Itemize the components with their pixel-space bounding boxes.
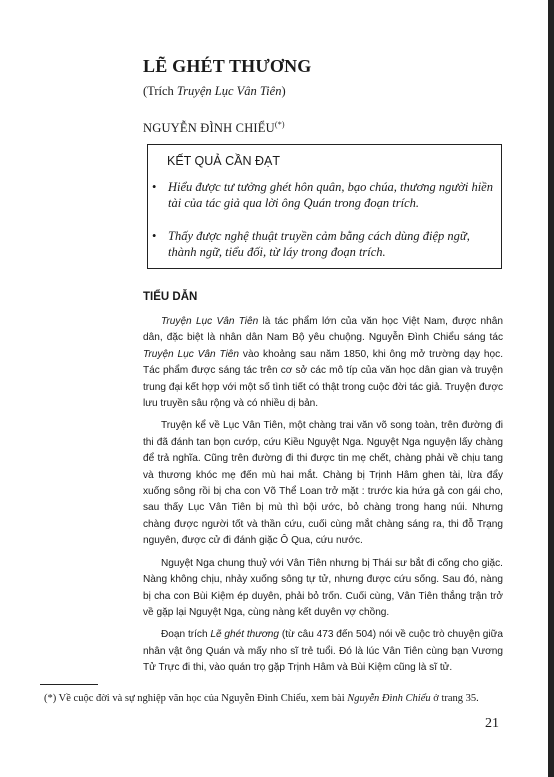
work-title-em: Truyện Lục Vân Tiên: [161, 316, 259, 327]
subtitle-work: Truyện Lục Vân Tiên: [176, 84, 282, 98]
author-footnote-mark: (*): [274, 120, 285, 129]
objectives-heading: KẾT QUẢ CẦN ĐẠT: [167, 154, 280, 168]
footnote-text: ở trang 35.: [430, 693, 479, 704]
footnote-text: Về cuộc đời và sự nghiệp văn học của Nguyễn Đình Chiểu, xem bài: [56, 693, 348, 704]
paragraph-text: vào khoảng sau năm 1850, khi ông mở trường dạy học. Tác phẩm được sáng tác trên cơ sở các mô típ của văn học dân gian và truyện trung đại kết hợp với một số tình tiết có thật trong cuộc đời tác giả. Truyện được lưu truyền sâu rộng và có nhiều dị bản.: [143, 348, 503, 410]
intro-heading: TIỂU DẪN: [143, 291, 198, 303]
paragraph-text: Đoạn trích: [161, 629, 211, 641]
objectives-box: [147, 144, 502, 269]
lesson-subtitle: [143, 84, 286, 99]
bullet-icon: •: [152, 180, 157, 194]
lesson-title: LẼ GHÉT THƯƠNG: [143, 56, 312, 76]
author-name: [143, 120, 285, 136]
work-title-em: Truyện Lục Vân Tiên: [143, 348, 240, 360]
footnote: [44, 693, 479, 704]
intro-paragraph-4: [143, 627, 503, 676]
page-edge-shadow: [548, 0, 554, 777]
intro-paragraph-2: Truyện kể về Lục Vân Tiên, một chàng trai văn võ song toàn, trên đường đi thi đã đánh tan bọn cướp, cứu Kiều Nguyệt Nga. Nguyệt Nga nguyện lấy chàng để trả nghĩa. Cũng trên đường đi thi được tin mẹ chết, chàng phải về chịu tang và thương khóc mẹ đến mù hai mắt. Chàng bị Trịnh Hâm ghen tài, lừa đẩy xuống sông rồi bị cha con Võ Thể Loan trở mặt : trước kia hứa gả con gái cho, sau thấy Lục Vân Tiên bị mù thì bội ước, bỏ chàng trong hang núi. Nhưng chàng được người tốt và thần cứu, cuối cùng mắt chàng sáng ra, thi đỗ Trạng nguyên, được cử đi đánh giặc Ô Qua, cứu nước.: [143, 420, 503, 547]
page-number: 21: [485, 716, 499, 731]
footnote-divider: [40, 684, 98, 685]
bullet-icon: •: [152, 229, 157, 243]
footnote-mark: (*): [44, 693, 57, 704]
author-text: NGUYỄN ĐÌNH CHIỂU: [143, 121, 275, 136]
objective-text: Thấy được nghệ thuật truyền cảm bằng cách dùng điệp ngữ, thành ngữ, tiểu đối, từ láy trong đoạn trích.: [168, 229, 470, 259]
intro-body: [143, 314, 503, 683]
subtitle-prefix: (Trích: [143, 84, 177, 98]
paragraph-text: là tác phẩm lớn của văn học Việt Nam, được nhân dân, đặc biệt là nhân dân Nam Bộ yêu chuộng. Nguyễn Đình Chiểu sáng tác: [143, 316, 503, 344]
intro-paragraph-1: [143, 314, 503, 412]
paragraph-text: (từ câu 473 đến 504) nói về cuộc trò chuyện giữa nhân vật ông Quán và mấy nho sĩ trẻ tuổi. Đó là lúc Vân Tiên cùng bạn Vương Tử Trực đi thi, vào quán trọ gặp Trịnh Hâm và Bùi Kiệm cũng là sĩ tử.: [143, 629, 504, 674]
subtitle-suffix: ): [281, 84, 286, 98]
footnote-ref-title: Nguyễn Đình Chiểu: [347, 693, 431, 704]
excerpt-title-em: Lẽ ghét thương: [210, 629, 280, 641]
objective-text: Hiểu được tư tưởng ghét hôn quân, bạo chúa, thương người hiền tài của tác giả qua lời ông Quán trong đoạn trích.: [168, 180, 493, 210]
intro-paragraph-3: Nguyệt Nga chung thuỷ với Vân Tiên nhưng bị Thái sư bắt đi cống cho giặc. Nàng không chịu, nhảy xuống sông tự tử, nhưng được cứu sống. Sau đó, nàng bị cha con Bùi Kiệm ép duyên, phải bỏ trốn. Cuối cùng, Vân Tiên thắng trận trở về gặp lại Nguyệt Nga, cùng nàng kết duyên vợ chồng.: [143, 557, 503, 618]
